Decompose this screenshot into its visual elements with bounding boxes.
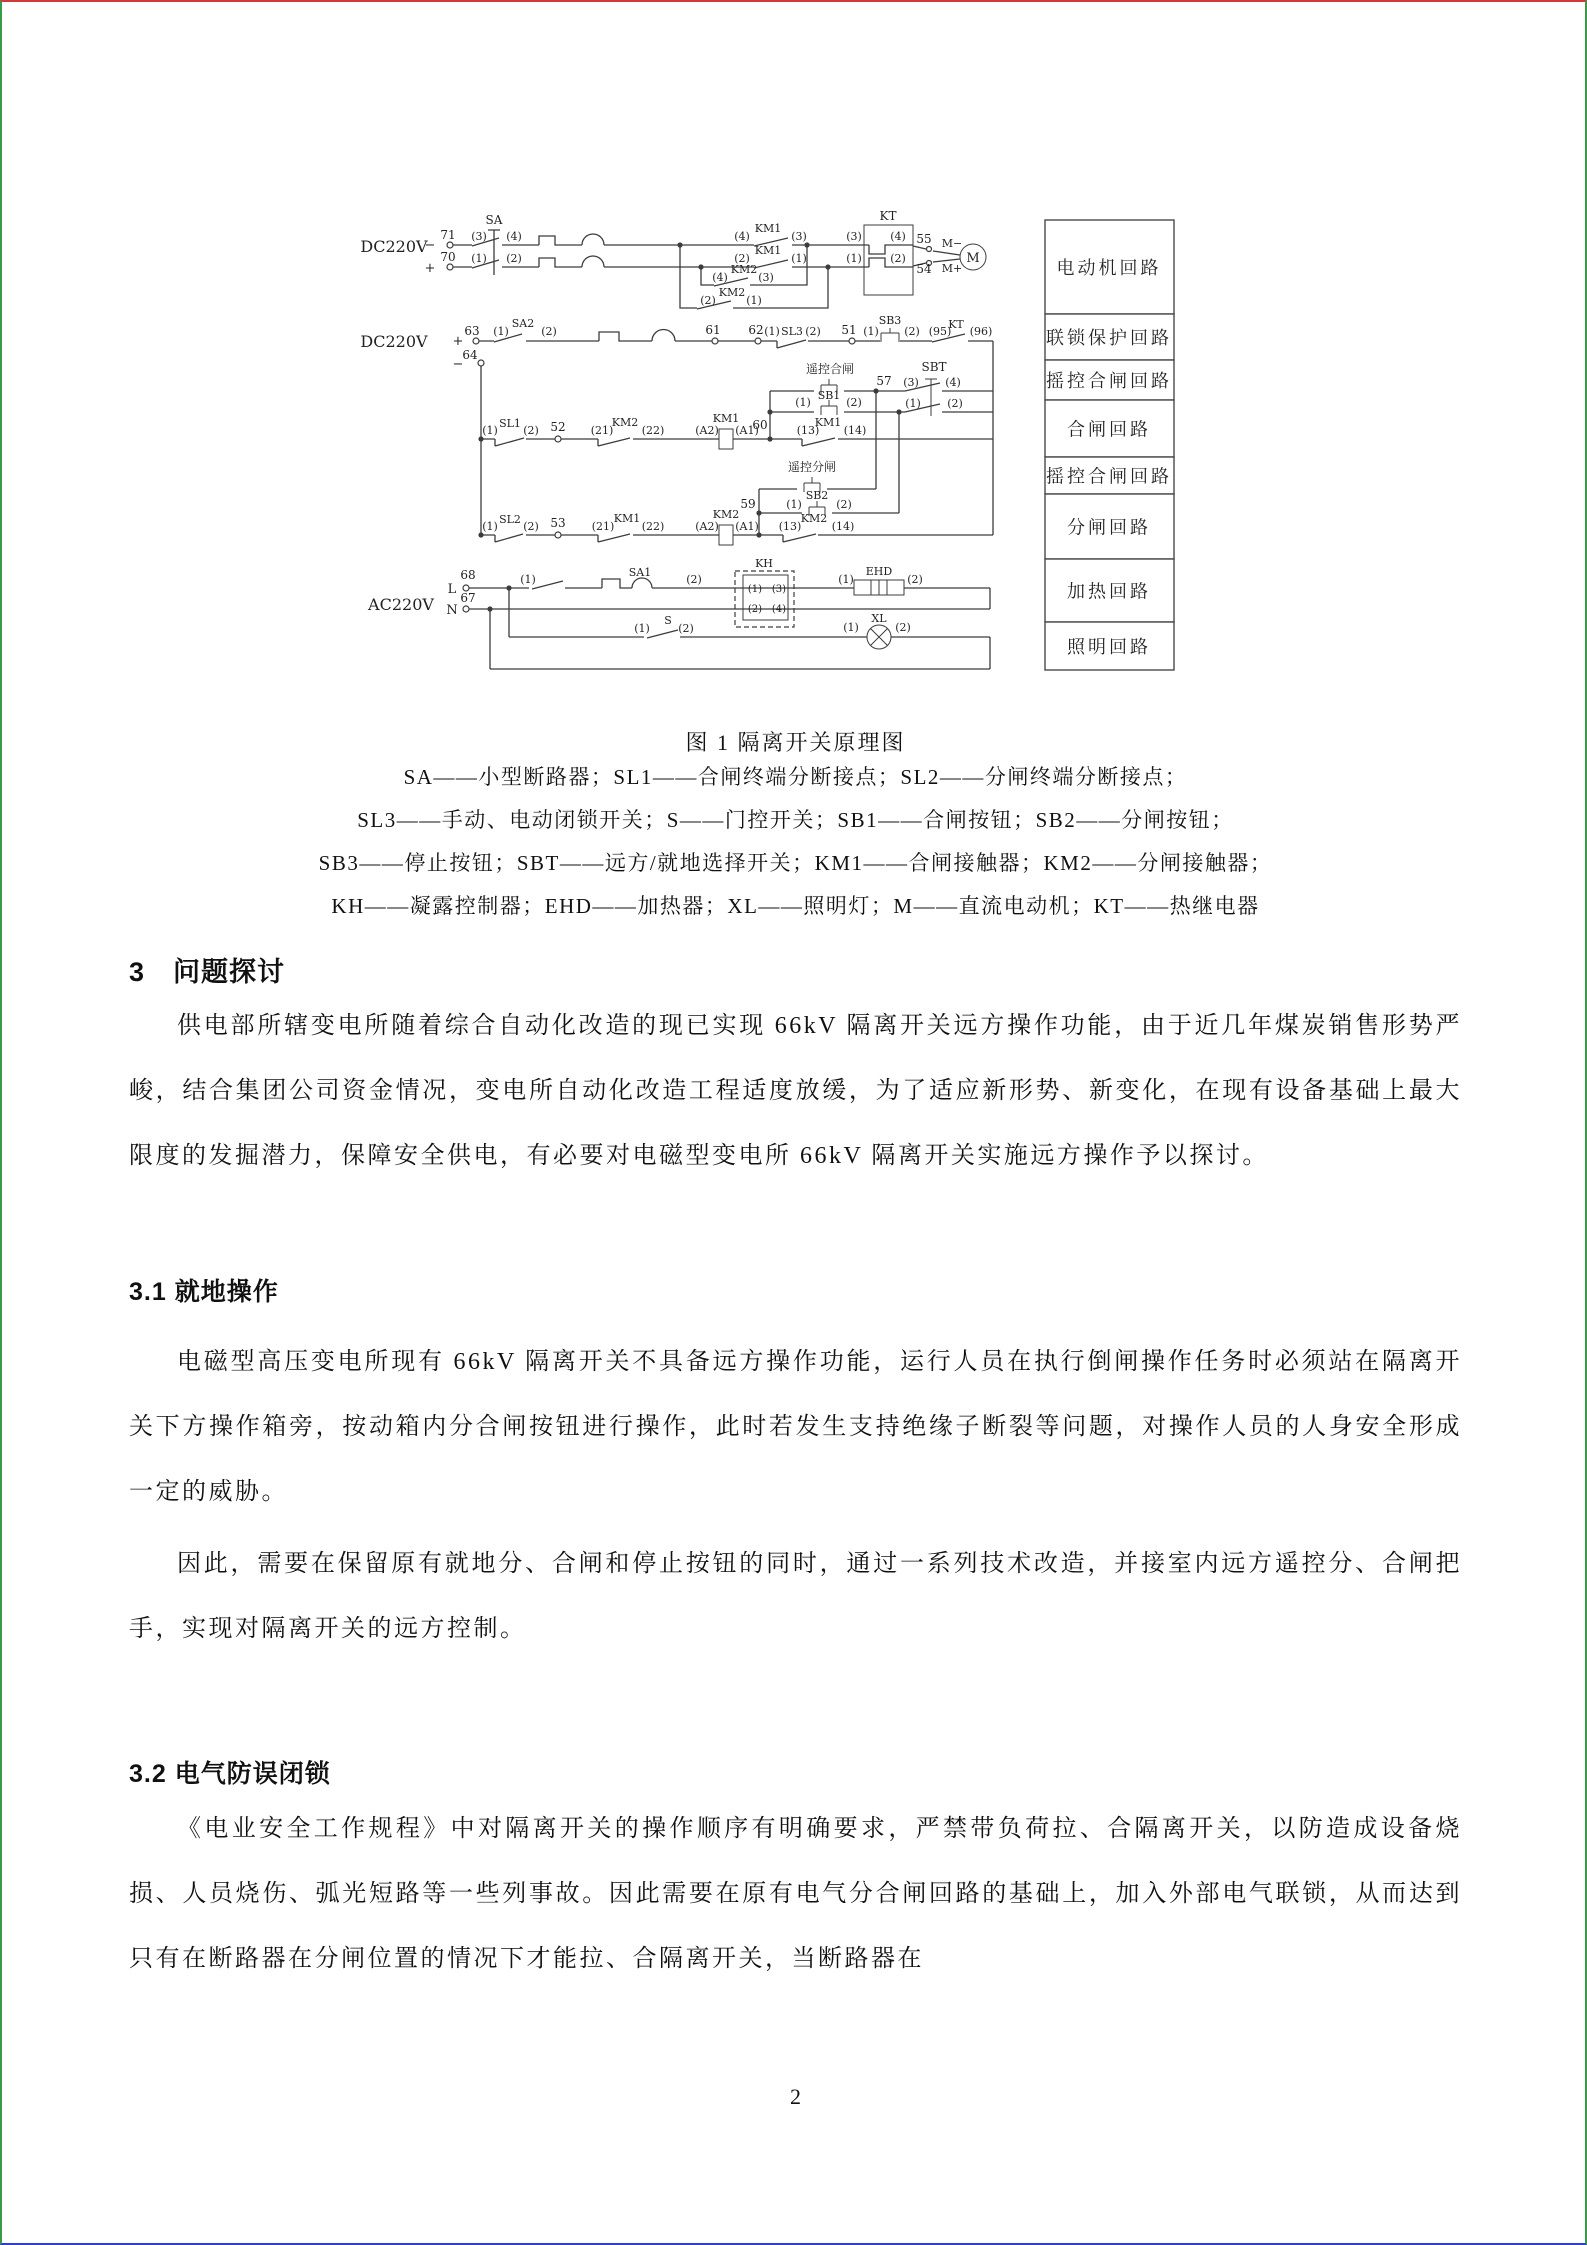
diagram-label: KM2 bbox=[611, 416, 639, 429]
circuit-block-legend-column bbox=[1045, 220, 1174, 670]
section-heading-3: 3 问题探讨 bbox=[129, 957, 286, 987]
diagram-label: (1) bbox=[493, 325, 509, 338]
diagram-label: (22) bbox=[641, 520, 665, 533]
diagram-label: (2) bbox=[846, 396, 862, 409]
diagram-label: SB1 bbox=[817, 389, 841, 402]
diagram-label: 62 bbox=[748, 323, 764, 337]
diagram-label: (3) bbox=[771, 584, 787, 595]
diagram-label: 70 bbox=[440, 250, 456, 264]
diagram-label: (A1) bbox=[735, 520, 759, 533]
diagram-label: (96) bbox=[969, 325, 993, 338]
diagram-label: 遥控合闸 bbox=[805, 362, 855, 376]
diagram-label: (2) bbox=[947, 397, 963, 410]
diagram-label: (1) bbox=[786, 498, 802, 511]
diagram-label: (3) bbox=[758, 271, 774, 284]
diagram-label: KM2 bbox=[718, 286, 746, 299]
legend-line: SL3——手动、电动闭锁开关；S——门控开关；SB1——合闸按钮；SB2——分闸按钮； bbox=[357, 808, 1234, 832]
diagram-label: (1) bbox=[846, 252, 862, 265]
diagram-label: (1) bbox=[634, 622, 650, 635]
diagram-label: (13) bbox=[778, 520, 802, 533]
diagram-label: SB2 bbox=[805, 489, 829, 502]
diagram-label: (4) bbox=[734, 230, 750, 243]
diagram-label: (1) bbox=[520, 573, 536, 586]
figure-caption: 图 1 隔离开关原理图 bbox=[685, 730, 906, 755]
diagram-label: 53 bbox=[550, 516, 566, 530]
circuit-block-label: 摇控合闸回路 bbox=[1046, 371, 1172, 392]
diagram-label: 68 bbox=[460, 568, 476, 582]
diagram-label: M bbox=[966, 251, 980, 266]
diagram-label: AC220V bbox=[368, 595, 434, 614]
diagram-label: (2) bbox=[895, 621, 911, 634]
diagram-label: (1) bbox=[863, 325, 879, 338]
diagram-label: (2) bbox=[678, 622, 694, 635]
diagram-label: (1) bbox=[838, 573, 854, 586]
diagram-label: (21) bbox=[591, 520, 615, 533]
diagram-label: (1) bbox=[764, 325, 780, 338]
circuit-block-label: 照明回路 bbox=[1067, 637, 1151, 658]
circuit-block-label: 摇控合闸回路 bbox=[1046, 466, 1172, 488]
legend-line: SB3——停止按钮；SBT——远方/就地选择开关；KM1——合闸接触器；KM2——分闸接触器； bbox=[318, 851, 1273, 875]
diagram-label: (1) bbox=[746, 294, 762, 307]
km1-coil bbox=[719, 429, 733, 449]
diagram-label: EHD bbox=[865, 565, 893, 578]
diagram-label: M+ bbox=[941, 262, 963, 275]
diagram-label: KM1 bbox=[754, 222, 782, 235]
paragraph: 电磁型高压变电所现有 66kV 隔离开关不具备远方操作功能，运行人员在执行倒闸操作任务时必须站在隔离开关下方操作箱旁，按动箱内分合闸按钮进行操作，此时若发生支持绝缘子断裂等问题，对操作人员的人身安全形成一定的威胁。 bbox=[129, 1349, 1462, 1505]
paragraph: 《电业安全工作规程》中对隔离开关的操作顺序有明确要求，严禁带负荷拉、合隔离开关，以防造成设备烧损、人员烧伤、弧光短路等一些列事故。因此需要在原有电气分合闸回路的基础上，加入外部电气联锁，从而达到只有在断路器在分闸位置的情况下才能拉、合隔离开关，当断路器在 bbox=[129, 1816, 1462, 1972]
diagram-label: SA bbox=[485, 213, 503, 227]
diagram-label: M− bbox=[941, 237, 963, 250]
diagram-label: (2) bbox=[747, 604, 763, 615]
circuit-block-label: 电动机回路 bbox=[1056, 258, 1162, 279]
diagram-label: KT bbox=[879, 209, 897, 223]
diagram-label: + bbox=[424, 261, 436, 276]
diagram-label: (3) bbox=[471, 230, 487, 243]
diagram-label: (4) bbox=[945, 376, 961, 389]
diagram-label: (2) bbox=[686, 573, 702, 586]
diagram-label: (2) bbox=[541, 325, 557, 338]
paragraph: 供电部所辖变电所随着综合自动化改造的现已实现 66kV 隔离开关远方操作功能，由于近几年煤炭销售形势严峻，结合集团公司资金情况，变电所自动化改造工程适度放缓，为了适应新形势、新变化，在现有设备基础上最大限度的发掘潜力，保障安全供电，有必要对电磁型变电所 66kV 隔离开关实施远方操作予以探讨。 bbox=[129, 1013, 1462, 1169]
diagram-label: KM1 bbox=[712, 412, 740, 425]
page-number: 2 bbox=[790, 2084, 801, 2109]
diagram-label: (A2) bbox=[695, 424, 719, 437]
diagram-label: (3) bbox=[846, 230, 862, 243]
diagram-label: (A2) bbox=[695, 520, 719, 533]
diagram-label: KH bbox=[755, 557, 773, 570]
diagram-label: 52 bbox=[550, 420, 566, 434]
diagram-label: + bbox=[452, 334, 464, 349]
diagram-label: (A1) bbox=[735, 424, 759, 437]
legend-line: SA——小型断路器；SL1——合闸终端分断接点；SL2——分闸终端分断接点； bbox=[403, 765, 1188, 789]
circuit-block-label: 加热回路 bbox=[1067, 581, 1151, 603]
diagram-label: (1) bbox=[747, 584, 763, 595]
diagram-label: − bbox=[452, 357, 464, 372]
diagram-label: L bbox=[447, 582, 457, 597]
kh-dew-controller-outline bbox=[735, 571, 794, 627]
diagram-label: (4) bbox=[506, 230, 522, 243]
diagram-label: (2) bbox=[890, 252, 906, 265]
circuit-block-label: 合闸回路 bbox=[1067, 419, 1151, 441]
diagram-label: XL bbox=[871, 612, 887, 625]
diagram-label: 59 bbox=[740, 497, 756, 511]
diagram-label: (1) bbox=[843, 621, 859, 634]
diagram-label: (1) bbox=[795, 396, 811, 409]
diagram-label: 61 bbox=[705, 323, 721, 337]
diagram-label: − bbox=[424, 238, 436, 253]
diagram-label: (1) bbox=[482, 424, 498, 437]
diagram-label: 60 bbox=[752, 418, 768, 432]
diagram-label: (22) bbox=[641, 424, 665, 437]
diagram-label: 54 bbox=[916, 262, 932, 276]
diagram-label: KM2 bbox=[712, 508, 740, 521]
diagram-label: 63 bbox=[464, 324, 480, 338]
diagram-labels bbox=[360, 209, 992, 635]
diagram-label: (2) bbox=[805, 325, 821, 338]
diagram-label: (3) bbox=[791, 230, 807, 243]
xl-lamp-cross bbox=[871, 629, 888, 646]
section-heading-3-2: 3.2 电气防误闭锁 bbox=[129, 1760, 331, 1788]
figure-legend bbox=[129, 756, 1462, 928]
diagram-label: (1) bbox=[471, 252, 487, 265]
diagram-label: N bbox=[446, 603, 458, 618]
diagram-label: 55 bbox=[916, 232, 932, 246]
diagram-label: (2) bbox=[523, 424, 539, 437]
paragraph: 因此，需要在保留原有就地分、合闸和停止按钮的同时，通过一系列技术改造，并接室内远方遥控分、合闸把手，实现对隔离开关的远方控制。 bbox=[129, 1551, 1462, 1642]
diagram-label: KM2 bbox=[800, 512, 828, 525]
section-heading-3-1: 3.1 就地操作 bbox=[129, 1278, 279, 1306]
diagram-label: 71 bbox=[440, 228, 456, 242]
diagram-label: (1) bbox=[905, 397, 921, 410]
diagram-label: (4) bbox=[712, 271, 728, 284]
diagram-label: 57 bbox=[876, 374, 892, 388]
diagram-label: (4) bbox=[771, 604, 787, 615]
diagram-label: (95) bbox=[928, 325, 952, 338]
diagram-label: (3) bbox=[903, 376, 919, 389]
diagram-label: DC220V bbox=[360, 237, 428, 256]
circuit-block-label: 联锁保护回路 bbox=[1046, 328, 1172, 349]
diagram-label: (2) bbox=[523, 520, 539, 533]
diagram-label: (13) bbox=[796, 424, 820, 437]
diagram-label: 67 bbox=[460, 591, 476, 605]
diagram-label: SA2 bbox=[511, 317, 535, 330]
diagram-label: DC220V bbox=[360, 332, 428, 351]
diagram-label: KM1 bbox=[754, 244, 782, 257]
circuit-block-label: 分闸回路 bbox=[1067, 517, 1151, 539]
diagram-label: (4) bbox=[890, 230, 906, 243]
diagram-label: KT bbox=[948, 318, 964, 331]
diagram-label: KM1 bbox=[814, 416, 842, 429]
diagram-label: SL2 bbox=[499, 513, 521, 526]
figure-1-circuit-diagram bbox=[342, 207, 1212, 682]
diagram-label: (2) bbox=[700, 294, 716, 307]
diagram-label: 51 bbox=[841, 323, 857, 337]
legend-line: KH——凝露控制器；EHD——加热器；XL——照明灯；M——直流电动机；KT——热继电器 bbox=[331, 894, 1260, 918]
diagram-label: SBT bbox=[921, 360, 947, 374]
diagram-label: S bbox=[664, 614, 672, 627]
diagram-label: KM1 bbox=[613, 512, 641, 525]
diagram-label: (2) bbox=[506, 252, 522, 265]
diagram-label: SL1 bbox=[499, 417, 521, 430]
diagram-label: (14) bbox=[843, 424, 867, 437]
diagram-label: SB3 bbox=[878, 314, 902, 327]
diagram-label: SA1 bbox=[628, 566, 652, 579]
diagram-label: (1) bbox=[791, 252, 807, 265]
ehd-heater-dividers bbox=[871, 580, 887, 595]
diagram-label: 遥控分闸 bbox=[787, 460, 837, 474]
diagram-label: (2) bbox=[734, 252, 750, 265]
diagram-label: (2) bbox=[907, 573, 923, 586]
diagram-label: (2) bbox=[904, 325, 920, 338]
km2-coil bbox=[719, 525, 733, 545]
diagram-label: 64 bbox=[462, 348, 478, 362]
diagram-label: (21) bbox=[590, 424, 614, 437]
diagram-label: (1) bbox=[482, 520, 498, 533]
diagram-label: SL3 bbox=[781, 325, 803, 338]
diagram-label: (14) bbox=[831, 520, 855, 533]
diagram-label: (2) bbox=[836, 498, 852, 511]
diagram-label: KM2 bbox=[730, 263, 758, 276]
